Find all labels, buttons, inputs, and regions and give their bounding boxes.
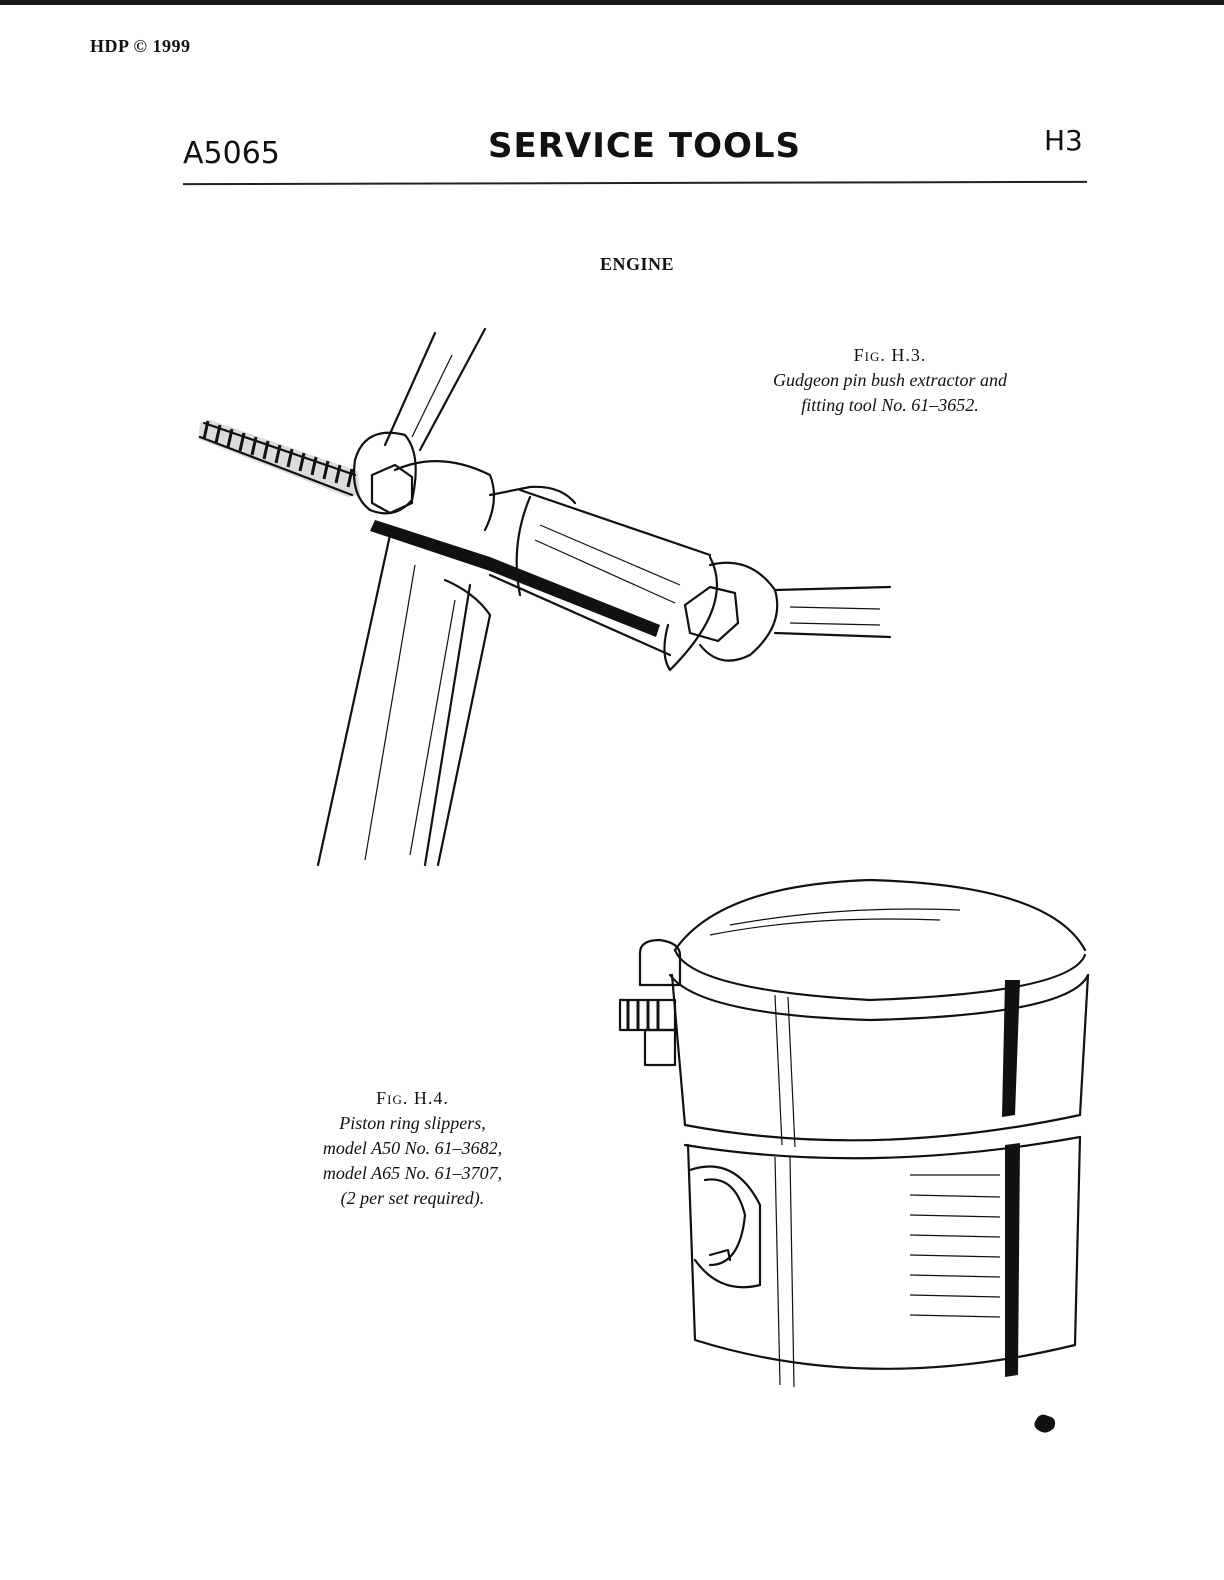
page-reference: H3 — [1044, 124, 1083, 157]
figure-caption-h3 — [735, 343, 1045, 418]
figure-caption-h4 — [290, 1086, 535, 1211]
ink-blot — [1030, 1410, 1060, 1436]
figure-label: Fig. H.4. — [376, 1088, 449, 1108]
figure-description: Piston ring slippers, — [339, 1113, 486, 1133]
section-heading: ENGINE — [600, 254, 675, 274]
figure-description: model A50 No. 61–3682, — [322, 1138, 503, 1158]
document-number: A5065 — [183, 136, 280, 171]
figure-description: Gudgeon pin bush extractor and — [773, 370, 1007, 390]
header-rule — [183, 181, 1087, 185]
page-title: SERVICE TOOLS — [488, 126, 802, 166]
page-top-edge — [0, 0, 1224, 5]
copyright-notice: HDP © 1999 — [90, 36, 191, 56]
figure-description: fitting tool No. 61–3652. — [801, 395, 979, 415]
piston-ring-slipper-illustration — [610, 875, 1100, 1435]
figure-description: model A65 No. 61–3707, — [322, 1163, 503, 1183]
figure-description: (2 per set required). — [340, 1188, 485, 1208]
figure-label: Fig. H.3. — [853, 345, 927, 365]
threaded-rod — [198, 420, 360, 497]
